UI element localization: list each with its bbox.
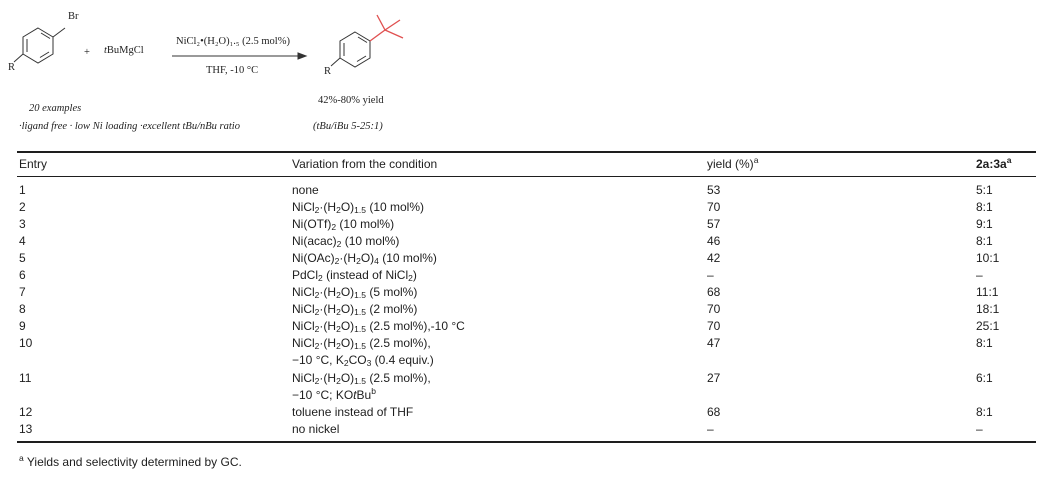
yield-cell: 46 (707, 234, 721, 248)
entry-cell: 1 (19, 183, 26, 197)
variation-cell: toluene instead of THF (292, 405, 414, 419)
variation-cell: $Ni(OAc)_2\cdot(H_2O)_4$ (10 mol%) (292, 251, 437, 266)
table-bottom-rule (17, 441, 1036, 443)
features-list: ·ligand free · low Ni loading ·excellent tBu/nBu ratio (19, 121, 240, 132)
yield-cell: 70 (707, 200, 721, 214)
ratio-cell: 10:1 (976, 251, 1000, 265)
ratio-cell: 8:1 (976, 405, 993, 419)
variation-cell: none (292, 183, 319, 197)
ratio-cell: 11:1 (976, 285, 999, 299)
yield-cell: 70 (707, 319, 721, 333)
conditions-label: THF, -10 °C (206, 65, 259, 76)
ratio-cell: 8:1 (976, 336, 993, 350)
ratio-cell: 9:1 (976, 217, 993, 231)
header-variation: Variation from the condition (292, 157, 438, 171)
variation-cell: $Ni(OTf)_2$ (10 mol%) (292, 217, 395, 232)
variation-cell: $NiCl_2\cdot(H_2O)_{1.5}$ (2.5 mol%),-10 °C (292, 319, 465, 334)
variation-cell: $NiCl_2\cdot(H_2O)_{1.5}$ (2 mol%) (292, 302, 418, 317)
yield-cell: 68 (707, 405, 721, 419)
entry-cell: 7 (19, 285, 26, 299)
entry-cell: 4 (19, 234, 26, 248)
variation-cell: PdCl$_2$ (instead of NiCl$_2$) (292, 268, 417, 283)
variation-cell: $NiCl_2\cdot(H_2O)_{1.5}$ (10 mol%) (292, 200, 424, 215)
header-ratio: $2a:3a^a$ (976, 155, 1012, 171)
aryl-bromide-structure (14, 28, 65, 63)
ratio-cell: – (976, 422, 983, 436)
yield-cell: 42 (707, 251, 721, 265)
reaction-arrow (172, 53, 306, 59)
ratio-cell: 8:1 (976, 200, 993, 214)
yield-cell: 68 (707, 285, 721, 299)
bromine-label: Br (68, 11, 79, 22)
table-header-rule (17, 176, 1036, 177)
catalyst-label: NiCl₂•(H₂O)₁.₅ (2.5 mol%) (176, 36, 290, 47)
r-substituent-label: R (8, 62, 16, 73)
ratio-cell: – (976, 268, 983, 282)
yield-cell: 57 (707, 217, 721, 231)
yield-cell: – (707, 422, 714, 436)
examples-count: 20 examples (29, 103, 82, 114)
ratio-cell: 5:1 (976, 183, 993, 197)
header-yield: yield (%)$^a$ (707, 155, 759, 171)
variation-cell: $NiCl_2\cdot(H_2O)_{1.5}$ (2.5 mol%), −10 °C; KOtBu$^b$ (292, 371, 431, 402)
yield-cell: 70 (707, 302, 721, 316)
table-footnote: $^a$ Yields and selectivity determined by GC. (19, 453, 242, 469)
entry-cell: 9 (19, 319, 26, 333)
entry-cell: 6 (19, 268, 26, 282)
reaction-scheme (0, 0, 1053, 148)
entry-cell: 5 (19, 251, 26, 265)
yield-range: 42%-80% yield (318, 95, 384, 106)
table-top-rule (17, 151, 1036, 153)
entry-cell: 2 (19, 200, 26, 214)
plus-sign: + (84, 47, 90, 58)
entry-cell: 13 (19, 422, 33, 436)
header-entry: Entry (19, 157, 48, 171)
ratio-cell: 18:1 (976, 302, 1000, 316)
ratio-cell: 6:1 (976, 371, 993, 385)
variation-cell: $NiCl_2\cdot(H_2O)_{1.5}$ (2.5 mol%), −10 °C, $K_2CO_3$ (0.4 equiv.) (292, 336, 434, 368)
selectivity-range: (tBu/iBu 5-25:1) (313, 121, 383, 132)
ratio-cell: 8:1 (976, 234, 993, 248)
yield-cell: 47 (707, 336, 721, 350)
product-structure (331, 32, 370, 67)
entry-cell: 11 (19, 371, 32, 385)
variation-cell: $NiCl_2\cdot(H_2O)_{1.5}$ (5 mol%) (292, 285, 418, 300)
ratio-cell: 25:1 (976, 319, 1000, 333)
entry-cell: 12 (19, 405, 33, 419)
yield-cell: 53 (707, 183, 721, 197)
tert-butyl-group (370, 15, 403, 41)
entry-cell: 10 (19, 336, 33, 350)
yield-cell: 27 (707, 371, 721, 385)
entry-cell: 3 (19, 217, 26, 231)
grignard-reagent: tBuMgCl (104, 45, 144, 56)
product-r-label: R (324, 66, 332, 77)
yield-cell: – (707, 268, 714, 282)
entry-cell: 8 (19, 302, 26, 316)
variation-cell: no nickel (292, 422, 340, 436)
variation-cell: $Ni(acac)_2$ (10 mol%) (292, 234, 400, 249)
